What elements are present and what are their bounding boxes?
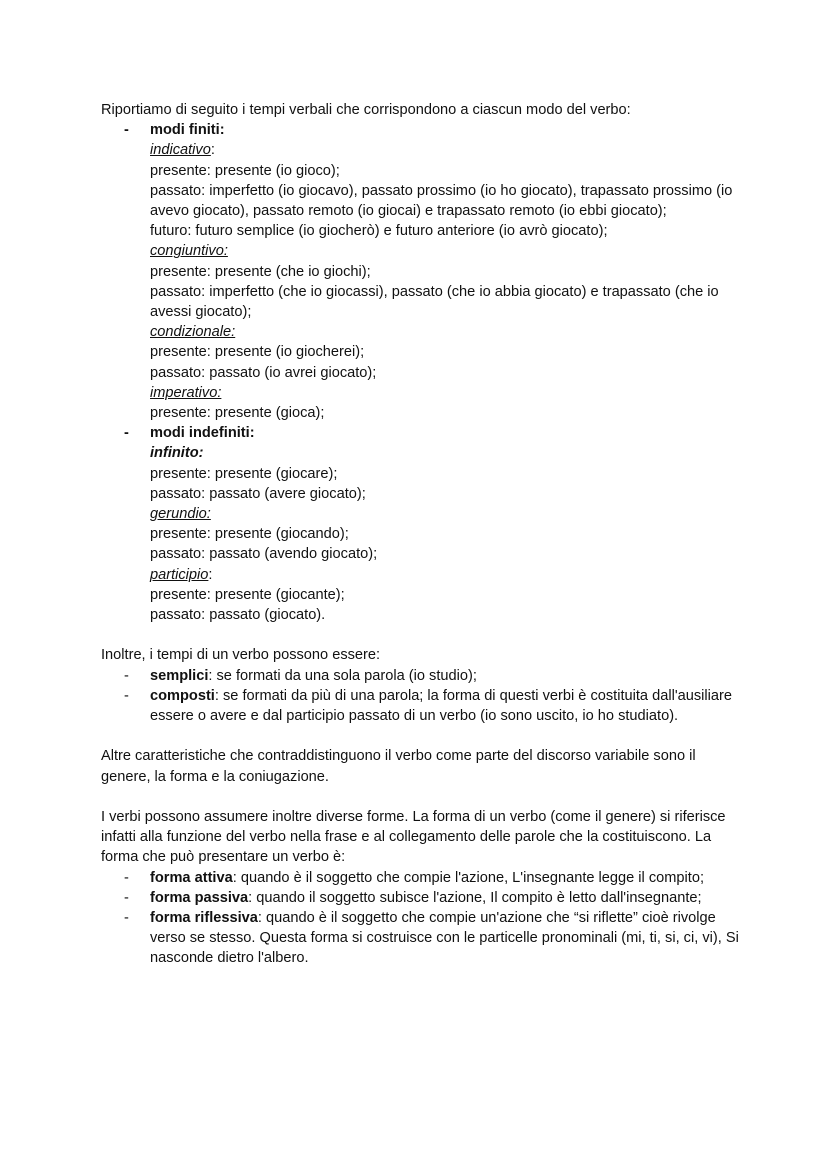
- list-item-term: composti: [150, 687, 215, 704]
- forme-intro: I verbi possono assumere inoltre diverse forme. La forma di un verbo (come il genere) si riferisce infatti alla funzione del verbo nella frase e al collegamento delle parole che la costituiscono. La forma che può presentare un verbo è:: [101, 809, 726, 866]
- dash-marker: -: [124, 869, 129, 886]
- list-item: [101, 666, 741, 686]
- mode-heading: [150, 322, 741, 342]
- list-item-term: forma attiva: [150, 869, 233, 886]
- group-heading: modi indefiniti:: [150, 425, 255, 442]
- tempi-list: [101, 666, 741, 727]
- tense-line: passato: imperfetto (che io giocassi), passato (che io abbia giocato) e trapassato (che io avessi giocato);: [150, 283, 719, 321]
- mode-heading: [150, 443, 741, 463]
- mode-title: imperativo:: [150, 384, 222, 401]
- group-modi-finiti: [101, 120, 741, 423]
- tense-line: presente: presente (gioca);: [150, 405, 325, 422]
- list-item-text: : quando il soggetto subisce l'azione, Il compito è letto dall'insegnante;: [248, 889, 702, 906]
- list-item: [101, 908, 741, 969]
- tense-line: passato: imperfetto (io giocavo), passato prossimo (io ho giocato), trapassato prossimo (io avevo giocato), passato remoto (io giocai) e trapassato remoto (io ebbi giocato);: [150, 182, 733, 220]
- document-page: [101, 100, 741, 969]
- dash-marker: -: [124, 425, 129, 442]
- mode-title: gerundio:: [150, 506, 211, 523]
- mode-title: congiuntivo:: [150, 243, 228, 260]
- tense-line: presente: presente (io giocherei);: [150, 344, 365, 361]
- tense-line: passato: passato (io avrei giocato);: [150, 364, 377, 381]
- dash-marker: -: [124, 687, 129, 704]
- mode-title-suffix: :: [208, 566, 213, 583]
- tense-line: passato: passato (avendo giocato);: [150, 546, 378, 563]
- forme-list: [101, 868, 741, 969]
- tense-line: passato: passato (giocato).: [150, 607, 326, 624]
- mode-heading: [150, 241, 741, 261]
- group-heading: modi finiti:: [150, 122, 225, 139]
- tense-line: presente: presente (giocando);: [150, 526, 349, 543]
- mode-title: indicativo: [150, 142, 211, 159]
- intro-paragraph: Riportiamo di seguito i tempi verbali che corrispondono a ciascun modo del verbo:: [101, 102, 631, 118]
- mode-heading: [150, 565, 741, 585]
- tense-line: presente: presente (che io giochi);: [150, 263, 371, 280]
- mode-title: participio: [150, 566, 209, 583]
- list-item: [101, 888, 741, 908]
- list-item-term: forma passiva: [150, 889, 249, 906]
- dash-marker: -: [124, 889, 129, 906]
- tense-line: passato: passato (avere giocato);: [150, 485, 366, 502]
- mode-heading: [150, 504, 741, 524]
- mode-heading: [150, 383, 741, 403]
- tempi-intro: Inoltre, i tempi di un verbo possono essere:: [101, 647, 381, 664]
- dash-marker: -: [124, 910, 129, 927]
- mode-title-suffix: :: [210, 142, 215, 159]
- tense-line: futuro: futuro semplice (io giocherò) e futuro anteriore (io avrò giocato);: [150, 223, 608, 240]
- tense-line: presente: presente (giocare);: [150, 465, 338, 482]
- dash-marker: -: [124, 122, 129, 139]
- group-modi-indefiniti: [101, 423, 741, 625]
- list-item: [101, 868, 741, 888]
- list-item-term: forma riflessiva: [150, 910, 258, 927]
- mode-title: infinito:: [150, 445, 204, 462]
- list-item-text: : quando è il soggetto che compie l'azione, L'insegnante legge il compito;: [232, 869, 704, 886]
- tense-line: presente: presente (giocante);: [150, 586, 345, 603]
- mode-title: condizionale:: [150, 324, 236, 341]
- dash-marker: -: [124, 667, 129, 684]
- list-item-text: : se formati da una sola parola (io studio);: [208, 667, 477, 684]
- tense-line: presente: presente (io gioco);: [150, 162, 340, 179]
- caratteristiche-paragraph: Altre caratteristiche che contraddistinguono il verbo come parte del discorso variabile sono il genere, la forma e la coniugazione.: [101, 748, 696, 785]
- list-item: [101, 686, 741, 726]
- list-item-text: : se formati da più di una parola; la forma di questi verbi è costituita dall'ausiliare essere o avere e dal participio passato di un verbo (io sono uscito, io ho studiato).: [150, 687, 732, 725]
- mode-heading: [150, 140, 741, 160]
- list-item-text: : quando è il soggetto che compie un'azione che “si riflette” cioè rivolge verso se stesso. Questa forma si costruisce con le particelle pronominali (mi, ti, si, ci, vi), Si nasconde dietro l'albero.: [150, 910, 739, 967]
- modes-list: [101, 120, 741, 625]
- list-item-term: semplici: [150, 667, 209, 684]
